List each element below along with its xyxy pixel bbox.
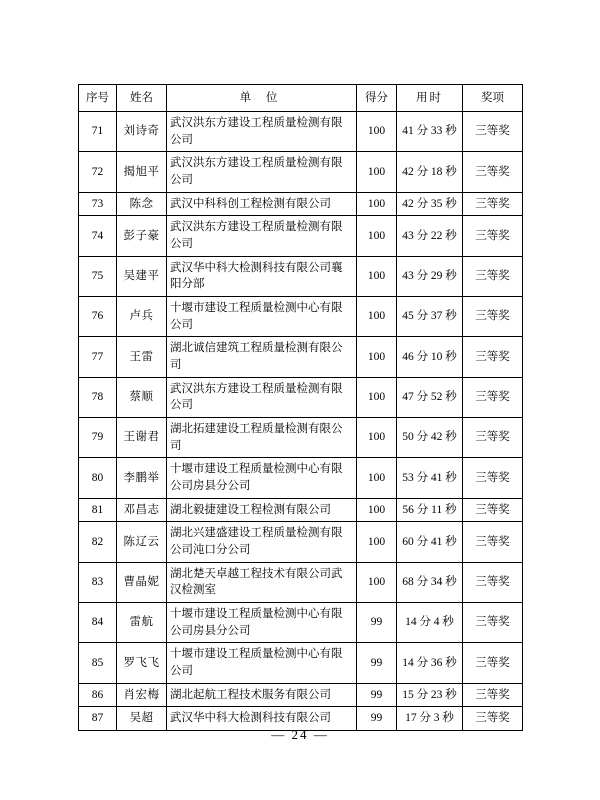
table-row bbox=[79, 377, 523, 417]
cell-unit: 十堰市建设工程质量检测中心有限公司 bbox=[167, 643, 357, 683]
cell-time: 42 分 35 秒 bbox=[397, 192, 463, 216]
cell-score: 99 bbox=[357, 707, 397, 731]
cell-unit: 武汉洪东方建设工程质量检测有限公司 bbox=[167, 152, 357, 192]
cell-unit: 武汉中科科创工程检测有限公司 bbox=[167, 192, 357, 216]
cell-time: 43 分 29 秒 bbox=[397, 256, 463, 296]
cell-award: 三等奖 bbox=[463, 498, 523, 522]
column-header-score: 得分 bbox=[357, 85, 397, 112]
cell-no: 87 bbox=[79, 707, 117, 731]
cell-score: 100 bbox=[357, 458, 397, 498]
cell-award: 三等奖 bbox=[463, 112, 523, 152]
cell-time: 50 分 42 秒 bbox=[397, 418, 463, 458]
cell-unit: 武汉洪东方建设工程质量检测有限公司 bbox=[167, 112, 357, 152]
table-row bbox=[79, 216, 523, 256]
cell-award: 三等奖 bbox=[463, 216, 523, 256]
cell-score: 100 bbox=[357, 377, 397, 417]
cell-name: 李鹏举 bbox=[117, 458, 167, 498]
cell-time: 14 分 36 秒 bbox=[397, 643, 463, 683]
cell-no: 71 bbox=[79, 112, 117, 152]
cell-no: 74 bbox=[79, 216, 117, 256]
cell-name: 卢兵 bbox=[117, 297, 167, 337]
cell-score: 99 bbox=[357, 643, 397, 683]
column-header-no: 序号 bbox=[79, 85, 117, 112]
cell-name: 雷航 bbox=[117, 603, 167, 643]
cell-name: 蔡顺 bbox=[117, 377, 167, 417]
cell-score: 100 bbox=[357, 337, 397, 377]
cell-unit: 湖北诚信建筑工程质量检测有限公司 bbox=[167, 337, 357, 377]
cell-no: 80 bbox=[79, 458, 117, 498]
table-row bbox=[79, 337, 523, 377]
table-row bbox=[79, 418, 523, 458]
cell-name: 王雷 bbox=[117, 337, 167, 377]
score-table bbox=[78, 84, 523, 731]
column-header-award: 奖项 bbox=[463, 85, 523, 112]
cell-score: 100 bbox=[357, 498, 397, 522]
cell-time: 47 分 52 秒 bbox=[397, 377, 463, 417]
table-row bbox=[79, 458, 523, 498]
cell-score: 100 bbox=[357, 418, 397, 458]
cell-no: 82 bbox=[79, 522, 117, 562]
cell-unit: 湖北起航工程技术服务有限公司 bbox=[167, 683, 357, 707]
table-row bbox=[79, 522, 523, 562]
cell-unit: 湖北拓建建设工程质量检测有限公司 bbox=[167, 418, 357, 458]
cell-no: 72 bbox=[79, 152, 117, 192]
cell-score: 99 bbox=[357, 683, 397, 707]
table-row bbox=[79, 192, 523, 216]
cell-no: 83 bbox=[79, 562, 117, 602]
cell-award: 三等奖 bbox=[463, 297, 523, 337]
cell-no: 75 bbox=[79, 256, 117, 296]
cell-time: 42 分 18 秒 bbox=[397, 152, 463, 192]
cell-award: 三等奖 bbox=[463, 707, 523, 731]
cell-name: 吴建平 bbox=[117, 256, 167, 296]
cell-score: 100 bbox=[357, 152, 397, 192]
cell-no: 73 bbox=[79, 192, 117, 216]
cell-no: 84 bbox=[79, 603, 117, 643]
cell-name: 揭旭平 bbox=[117, 152, 167, 192]
cell-award: 三等奖 bbox=[463, 337, 523, 377]
cell-score: 99 bbox=[357, 603, 397, 643]
cell-time: 53 分 41 秒 bbox=[397, 458, 463, 498]
cell-unit: 湖北毅捷建设工程检测有限公司 bbox=[167, 498, 357, 522]
table-body bbox=[79, 112, 523, 731]
cell-time: 41 分 33 秒 bbox=[397, 112, 463, 152]
cell-no: 85 bbox=[79, 643, 117, 683]
cell-time: 17 分 3 秒 bbox=[397, 707, 463, 731]
table-row bbox=[79, 683, 523, 707]
column-header-time: 用时 bbox=[397, 85, 463, 112]
cell-no: 79 bbox=[79, 418, 117, 458]
cell-unit: 武汉华中科大检测科技有限公司襄阳分部 bbox=[167, 256, 357, 296]
cell-award: 三等奖 bbox=[463, 603, 523, 643]
cell-name: 罗飞飞 bbox=[117, 643, 167, 683]
cell-time: 14 分 4 秒 bbox=[397, 603, 463, 643]
cell-no: 78 bbox=[79, 377, 117, 417]
cell-unit: 湖北楚天卓越工程技术有限公司武汉检测室 bbox=[167, 562, 357, 602]
cell-score: 100 bbox=[357, 297, 397, 337]
cell-unit: 十堰市建设工程质量检测中心有限公司 bbox=[167, 297, 357, 337]
cell-award: 三等奖 bbox=[463, 418, 523, 458]
cell-time: 68 分 34 秒 bbox=[397, 562, 463, 602]
table-header-row bbox=[79, 85, 523, 112]
cell-score: 100 bbox=[357, 112, 397, 152]
cell-name: 刘诗奇 bbox=[117, 112, 167, 152]
cell-name: 王谢君 bbox=[117, 418, 167, 458]
cell-unit: 十堰市建设工程质量检测中心有限公司房县分公司 bbox=[167, 603, 357, 643]
cell-award: 三等奖 bbox=[463, 377, 523, 417]
cell-time: 45 分 37 秒 bbox=[397, 297, 463, 337]
cell-time: 60 分 41 秒 bbox=[397, 522, 463, 562]
table-header bbox=[79, 85, 523, 112]
cell-no: 81 bbox=[79, 498, 117, 522]
cell-unit: 武汉华中科大检测科技有限公司 bbox=[167, 707, 357, 731]
table-row bbox=[79, 562, 523, 602]
cell-name: 彭子豪 bbox=[117, 216, 167, 256]
cell-score: 100 bbox=[357, 192, 397, 216]
column-header-name: 姓名 bbox=[117, 85, 167, 112]
cell-name: 邓昌志 bbox=[117, 498, 167, 522]
cell-award: 三等奖 bbox=[463, 522, 523, 562]
cell-no: 86 bbox=[79, 683, 117, 707]
cell-unit: 湖北兴建盛建设工程质量检测有限公司沌口分公司 bbox=[167, 522, 357, 562]
cell-score: 100 bbox=[357, 216, 397, 256]
cell-award: 三等奖 bbox=[463, 643, 523, 683]
cell-award: 三等奖 bbox=[463, 683, 523, 707]
cell-award: 三等奖 bbox=[463, 152, 523, 192]
cell-score: 100 bbox=[357, 562, 397, 602]
table-row bbox=[79, 643, 523, 683]
cell-time: 46 分 10 秒 bbox=[397, 337, 463, 377]
cell-no: 76 bbox=[79, 297, 117, 337]
table-row bbox=[79, 112, 523, 152]
table-row bbox=[79, 297, 523, 337]
cell-name: 肖宏梅 bbox=[117, 683, 167, 707]
cell-name: 曹晶妮 bbox=[117, 562, 167, 602]
cell-name: 吴超 bbox=[117, 707, 167, 731]
score-table-container bbox=[78, 84, 522, 731]
cell-unit: 武汉洪东方建设工程质量检测有限公司 bbox=[167, 377, 357, 417]
cell-unit: 十堰市建设工程质量检测中心有限公司房县分公司 bbox=[167, 458, 357, 498]
cell-award: 三等奖 bbox=[463, 192, 523, 216]
cell-time: 15 分 23 秒 bbox=[397, 683, 463, 707]
cell-score: 100 bbox=[357, 256, 397, 296]
cell-no: 77 bbox=[79, 337, 117, 377]
cell-time: 43 分 22 秒 bbox=[397, 216, 463, 256]
cell-score: 100 bbox=[357, 522, 397, 562]
table-row bbox=[79, 256, 523, 296]
table-row bbox=[79, 603, 523, 643]
table-row bbox=[79, 152, 523, 192]
cell-award: 三等奖 bbox=[463, 562, 523, 602]
page-number-footer: — 24 — bbox=[271, 727, 329, 742]
cell-name: 陈辽云 bbox=[117, 522, 167, 562]
column-header-unit: 单 位 bbox=[167, 85, 357, 112]
table-row bbox=[79, 498, 523, 522]
cell-name: 陈念 bbox=[117, 192, 167, 216]
cell-time: 56 分 11 秒 bbox=[397, 498, 463, 522]
cell-award: 三等奖 bbox=[463, 458, 523, 498]
cell-unit: 武汉洪东方建设工程质量检测有限公司 bbox=[167, 216, 357, 256]
cell-award: 三等奖 bbox=[463, 256, 523, 296]
